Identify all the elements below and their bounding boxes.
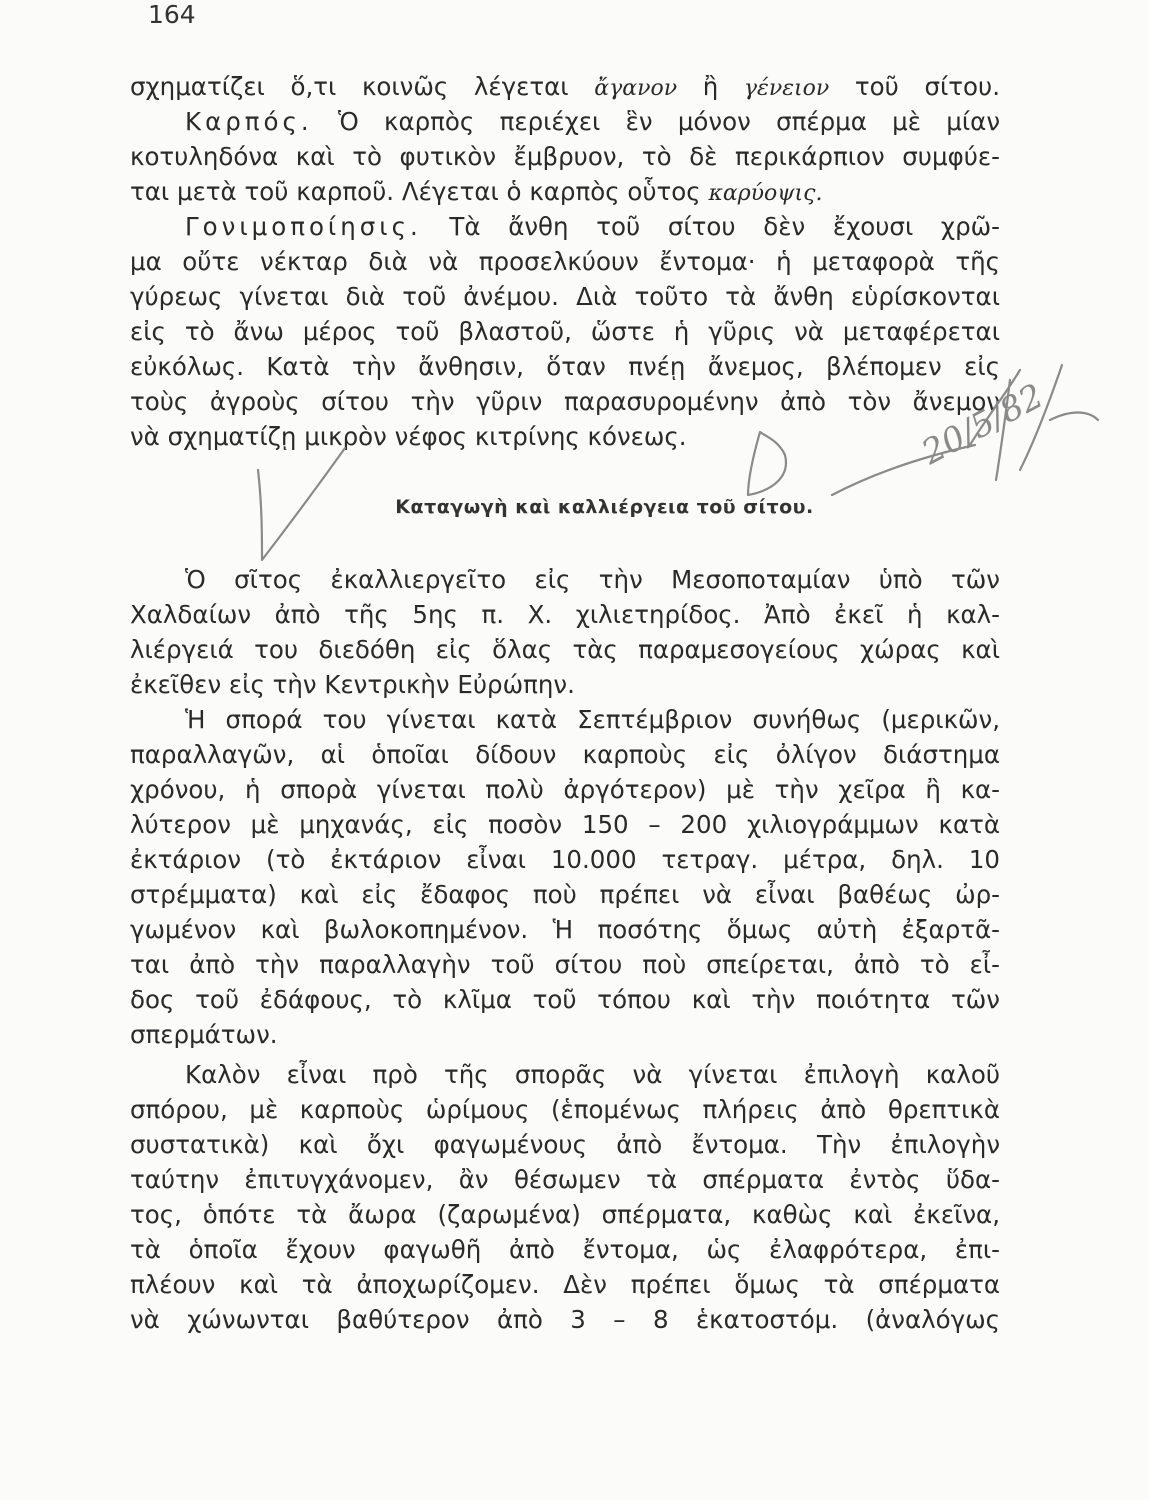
text-line-10: τοὺς ἀγροὺς σίτου τὴν γῦριν παρασυρομένην ἀπὸ τὸν ἄνεμον — [130, 387, 1000, 416]
body-line-18: ταύτην ἐπιτυγχάνομεν, ἂν θέσωμεν τὰ σπέρματα ἐντὸς ὕδα- — [130, 1165, 1000, 1194]
body-line-5: Ἡ σπορά του γίνεται κατὰ Σεπτέμβριον συνήθως (μερικῶν, — [185, 705, 1000, 734]
term-karpos: Καρπός. — [185, 107, 313, 136]
text-line-11: νὰ σχηματίζῃ μικρὸν νέφος κιτρίνης κόνεως. — [130, 422, 687, 451]
body-line-6: παραλλαγῶν, αἱ ὁποῖαι δίδουν καρποὺς εἰς ὀλίγον διάστημα — [130, 740, 1000, 769]
body-line-14: σπερμάτων. — [130, 1020, 278, 1049]
handwritten-mark-center — [748, 432, 786, 495]
body-line-2: Χαλδαίων ἀπὸ τῆς 5ης π. Χ. χιλιετηρίδος. Ἀπὸ ἐκεῖ ἡ καλ- — [130, 600, 1000, 629]
body-line-13: δος τοῦ ἐδάφους, τὸ κλῖμα τοῦ τόπου καὶ τὴν ποιότητα τῶν — [130, 985, 1000, 1014]
text-line-1: σχηματίζει ὅ,τι κοινῶς λέγεται ἄγανον ἢ γένειον τοῦ σίτου. — [130, 72, 1001, 101]
text-line-7: γύρεως γίνεται διὰ τοῦ ἀνέμου. Διὰ τοῦτο τὰ ἄνθη εὑρίσκονται — [130, 282, 1000, 311]
body-line-1: Ὁ σῖτος ἐκαλλιεργεῖτο εἰς τὴν Μεσοποταμίαν ὑπὸ τῶν — [185, 565, 1000, 594]
handwritten-check-mark-left — [258, 448, 345, 560]
text-line-4: ται μετὰ τοῦ καρποῦ. Λέγεται ὁ καρπὸς οὗτος καρύοψις. — [130, 177, 823, 206]
body-line-21: πλέουν καὶ τὰ ἀποχωρίζομεν. Δὲν πρέπει ὅμως τὰ σπέρματα — [130, 1270, 1000, 1299]
page-number: 164 — [148, 0, 196, 29]
term-gonimopoiisis: Γονιμοποίησις. — [185, 212, 422, 241]
body-line-22: νὰ χώνωνται βαθύτερον ἀπὸ 3 – 8 ἑκατοστόμ. (ἀναλόγως — [130, 1305, 1000, 1334]
body-line-9: ἐκτάριον (τὸ ἐκτάριον εἶναι 10.000 τετραγ. μέτρα, δηλ. 10 — [130, 845, 1000, 874]
body-line-8: λύτερον μὲ μηχανάς, εἰς ποσὸν 150 – 200 χιλιογράμμων κατὰ — [130, 810, 1000, 839]
body-line-4: ἐκεῖθεν εἰς τὴν Κεντρικὴν Εὐρώπην. — [130, 670, 575, 699]
body-line-19: τος, ὁπότε τὰ ἄωρα (ζαρωμένα) σπέρματα, καθὼς καὶ ἐκεῖνα, — [130, 1200, 1000, 1229]
section-heading: Καταγωγὴ καὶ καλλιέργεια τοῦ σίτου. — [395, 496, 814, 518]
text-line-5: Γονιμοποίησις. Τὰ ἄνθη τοῦ σίτου δὲν ἔχουσι χρῶ- — [185, 212, 1000, 241]
text-line-2: Καρπός. Ὁ καρπὸς περιέχει ἓν μόνον σπέρμα μὲ μίαν — [185, 107, 1000, 136]
body-line-3: λιέργειά του διεδόθη εἰς ὅλας τὰς παραμεσογείους χώρας καὶ — [130, 635, 1000, 664]
text-line-6: μα οὔτε νέκταρ διὰ νὰ προσελκύουν ἔντομα· ἡ μεταφορὰ τῆς — [130, 247, 1000, 276]
body-line-7: χρόνου, ἡ σπορὰ γίνεται πολὺ ἀργότερον) μὲ τὴν χεῖρα ἢ κα- — [130, 775, 1000, 804]
body-line-16: σπόρου, μὲ καρποὺς ὡρίμους (ἑπομένως πλήρεις ἀπὸ θρεπτικὰ — [130, 1095, 1000, 1124]
body-line-11: γωμένον καὶ βωλοκοπημένον. Ἡ ποσότης ὅμως αὐτὴ ἐξαρτᾶ- — [130, 915, 1000, 944]
text-line-8: εἰς τὸ ἄνω μέρος τοῦ βλαστοῦ, ὥστε ἡ γῦρις νὰ μεταφέρεται — [130, 317, 1000, 346]
handwritten-date: 20/5/82 — [915, 376, 1050, 473]
text-line-3: κοτυληδόνα καὶ τὸ φυτικὸν ἔμβρυον, τὸ δὲ περικάρπιον συμφύε- — [130, 142, 1000, 171]
body-line-20: τὰ ὁποῖα ἔχουν φαγωθῆ ἀπὸ ἔντομα, ὡς ἐλαφρότερα, ἐπι- — [130, 1235, 1000, 1264]
body-line-17: συστατικὰ) καὶ ὄχι φαγωμένους ἀπὸ ἔντομα. Τὴν ἐπιλογὴν — [130, 1130, 1000, 1159]
body-line-12: ται ἀπὸ τὴν παραλλαγὴν τοῦ σίτου ποὺ σπείρεται, ἀπὸ τὸ εἶ- — [130, 950, 1000, 979]
body-line-10: στρέμματα) καὶ εἰς ἔδαφος ποὺ πρέπει νὰ εἶναι βαθέως ὠρ- — [130, 880, 1000, 909]
text-line-9: εὐκόλως. Κατὰ τὴν ἄνθησιν, ὅταν πνέῃ ἄνεμος, βλέπομεν εἰς — [130, 352, 1000, 381]
body-line-15: Καλὸν εἶναι πρὸ τῆς σπορᾶς νὰ γίνεται ἐπιλογὴ καλοῦ — [185, 1060, 1000, 1089]
